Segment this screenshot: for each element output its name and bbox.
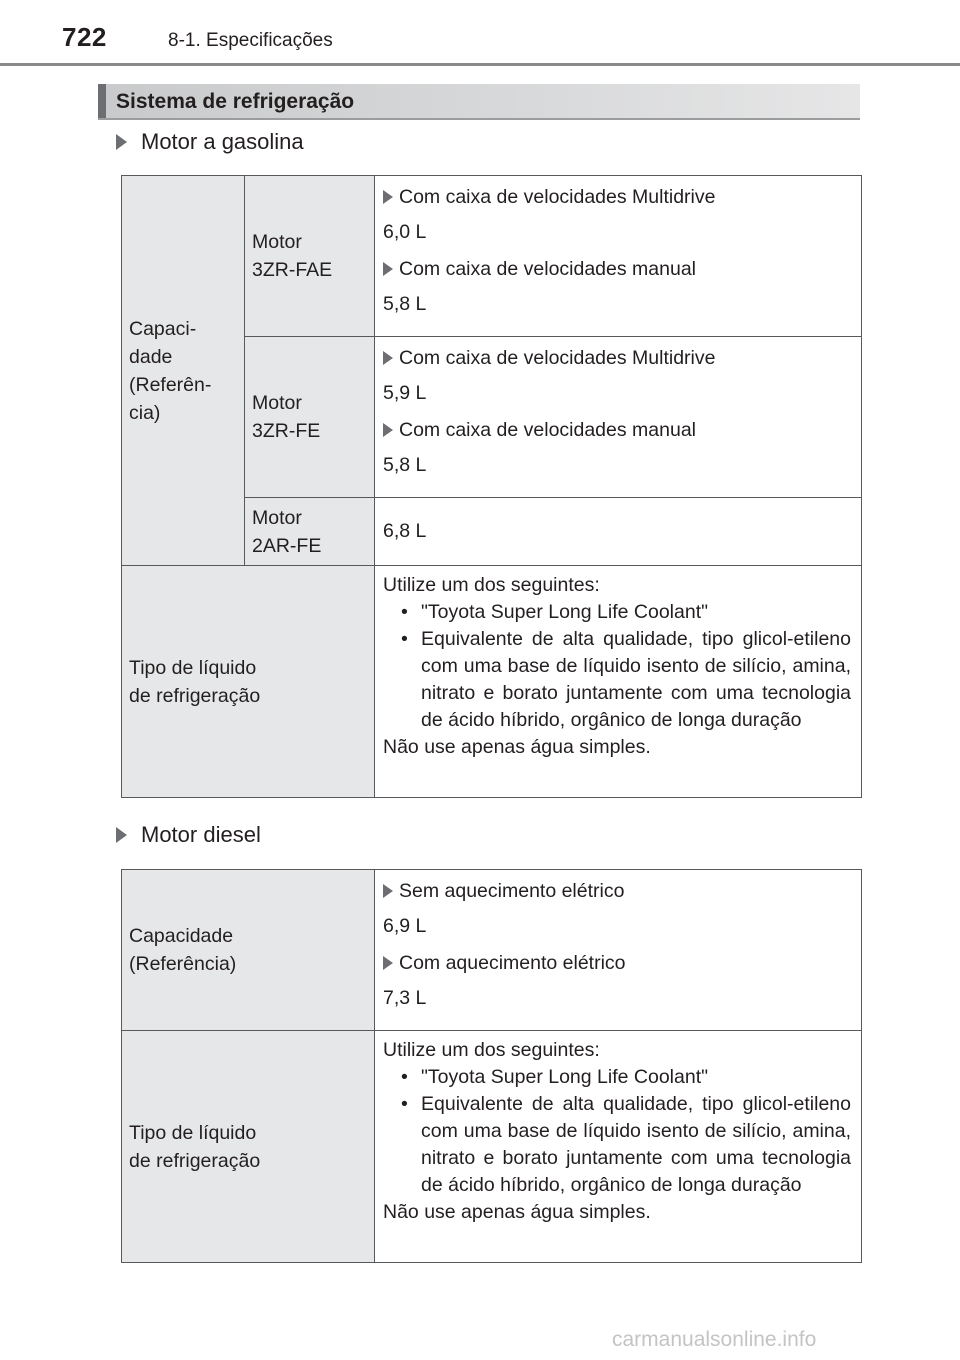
diesel-heading (116, 822, 261, 848)
transmission-option (383, 345, 851, 372)
transmission-option (383, 184, 851, 211)
table-row (122, 1031, 862, 1263)
capacity-value: 5,8 L (383, 454, 427, 476)
coolant-note: Não use apenas água simples. (383, 736, 651, 758)
triangle-bullet-icon (116, 827, 127, 843)
coolant-type-cell (375, 566, 862, 798)
heater-option (383, 878, 851, 905)
page-header (0, 0, 960, 68)
capacity-value: 6,8 L (383, 520, 427, 542)
coolant-note: Não use apenas água simples. (383, 1201, 651, 1223)
coolant-list (383, 599, 851, 734)
chapter-title: 8-1. Especificações (168, 30, 333, 51)
triangle-bullet-icon (383, 956, 393, 970)
capacity-value: 5,8 L (383, 293, 427, 315)
triangle-bullet-icon (383, 262, 393, 276)
capacity-label-cell (122, 176, 245, 566)
heater-label: Sem aquecimento elétrico (399, 880, 625, 902)
table-row (122, 176, 862, 337)
section-title: Sistema de refrigeração (116, 90, 355, 113)
triangle-bullet-icon (383, 351, 393, 365)
table-row (122, 870, 862, 1031)
watermark: carmanualsonline.info (612, 1328, 817, 1351)
list-item: • "Toyota Super Long Life Coolant" (397, 599, 851, 626)
triangle-bullet-icon (116, 134, 127, 150)
triangle-bullet-icon (383, 190, 393, 204)
engine-cell (245, 498, 375, 566)
triangle-bullet-icon (383, 884, 393, 898)
capacity-value: 6,0 L (383, 221, 427, 243)
list-item: • Equivalente de alta qualidade, tipo glicol-etileno com uma base de líquido isento de silício, amina, nitrato e borato juntamente com uma tecnologia de ácido híbrido, orgânico de longa duração (397, 626, 851, 734)
engine-name: Motor 3ZR-FAE (252, 231, 333, 281)
coolant-intro: Utilize um dos seguintes: (383, 574, 600, 596)
table-row (122, 566, 862, 798)
engine-cell (245, 337, 375, 498)
transmission-option (383, 256, 851, 283)
coolant-type-cell (375, 1031, 862, 1263)
section-accent (98, 84, 106, 118)
diesel-heading-text: Motor diesel (141, 822, 261, 847)
capacity-value: 5,9 L (383, 382, 427, 404)
capacity-value: 7,3 L (383, 987, 427, 1009)
section-heading-bar (98, 84, 860, 120)
coolant-list (383, 1064, 851, 1199)
transmission-label: Com caixa de velocidades manual (399, 419, 696, 441)
coolant-type-label: Tipo de líquido de refrigeração (129, 656, 261, 707)
heater-option (383, 950, 851, 977)
coolant-type-label-cell (122, 566, 375, 798)
capacity-value: 6,9 L (383, 915, 427, 937)
transmission-label: Com caixa de velocidades Multidrive (399, 186, 716, 208)
page-number: 722 (62, 22, 107, 52)
capacity-values-cell (375, 337, 862, 498)
triangle-bullet-icon (383, 423, 393, 437)
transmission-label: Com caixa de velocidades Multidrive (399, 347, 716, 369)
coolant-intro: Utilize um dos seguintes: (383, 1039, 600, 1061)
transmission-label: Com caixa de velocidades manual (399, 258, 696, 280)
coolant-type-label-cell (122, 1031, 375, 1263)
capacity-values-cell (375, 870, 862, 1031)
list-item: • Equivalente de alta qualidade, tipo glicol-etileno com uma base de líquido isento de silício, amina, nitrato e borato juntamente com uma tecnologia de ácido híbrido, orgânico de longa duração (397, 1091, 851, 1199)
capacity-value-cell (375, 498, 862, 566)
gasoline-heading-text: Motor a gasolina (141, 129, 304, 154)
engine-name: Motor 2AR-FE (252, 506, 322, 557)
engine-name: Motor 3ZR-FE (252, 392, 321, 442)
list-item: • "Toyota Super Long Life Coolant" (397, 1064, 851, 1091)
coolant-type-label: Tipo de líquido de refrigeração (129, 1121, 261, 1172)
gasoline-spec-table (121, 175, 862, 798)
header-rule (0, 63, 960, 66)
capacity-label: Capacidade (Referência) (129, 925, 237, 975)
capacity-values-cell (375, 176, 862, 337)
capacity-label: Capaci- dade (Referên- cia) (129, 317, 212, 424)
gasoline-heading (116, 129, 304, 155)
transmission-option (383, 417, 851, 444)
engine-cell (245, 176, 375, 337)
diesel-spec-table (121, 869, 862, 1263)
capacity-label-cell (122, 870, 375, 1031)
heater-label: Com aquecimento elétrico (399, 952, 626, 974)
